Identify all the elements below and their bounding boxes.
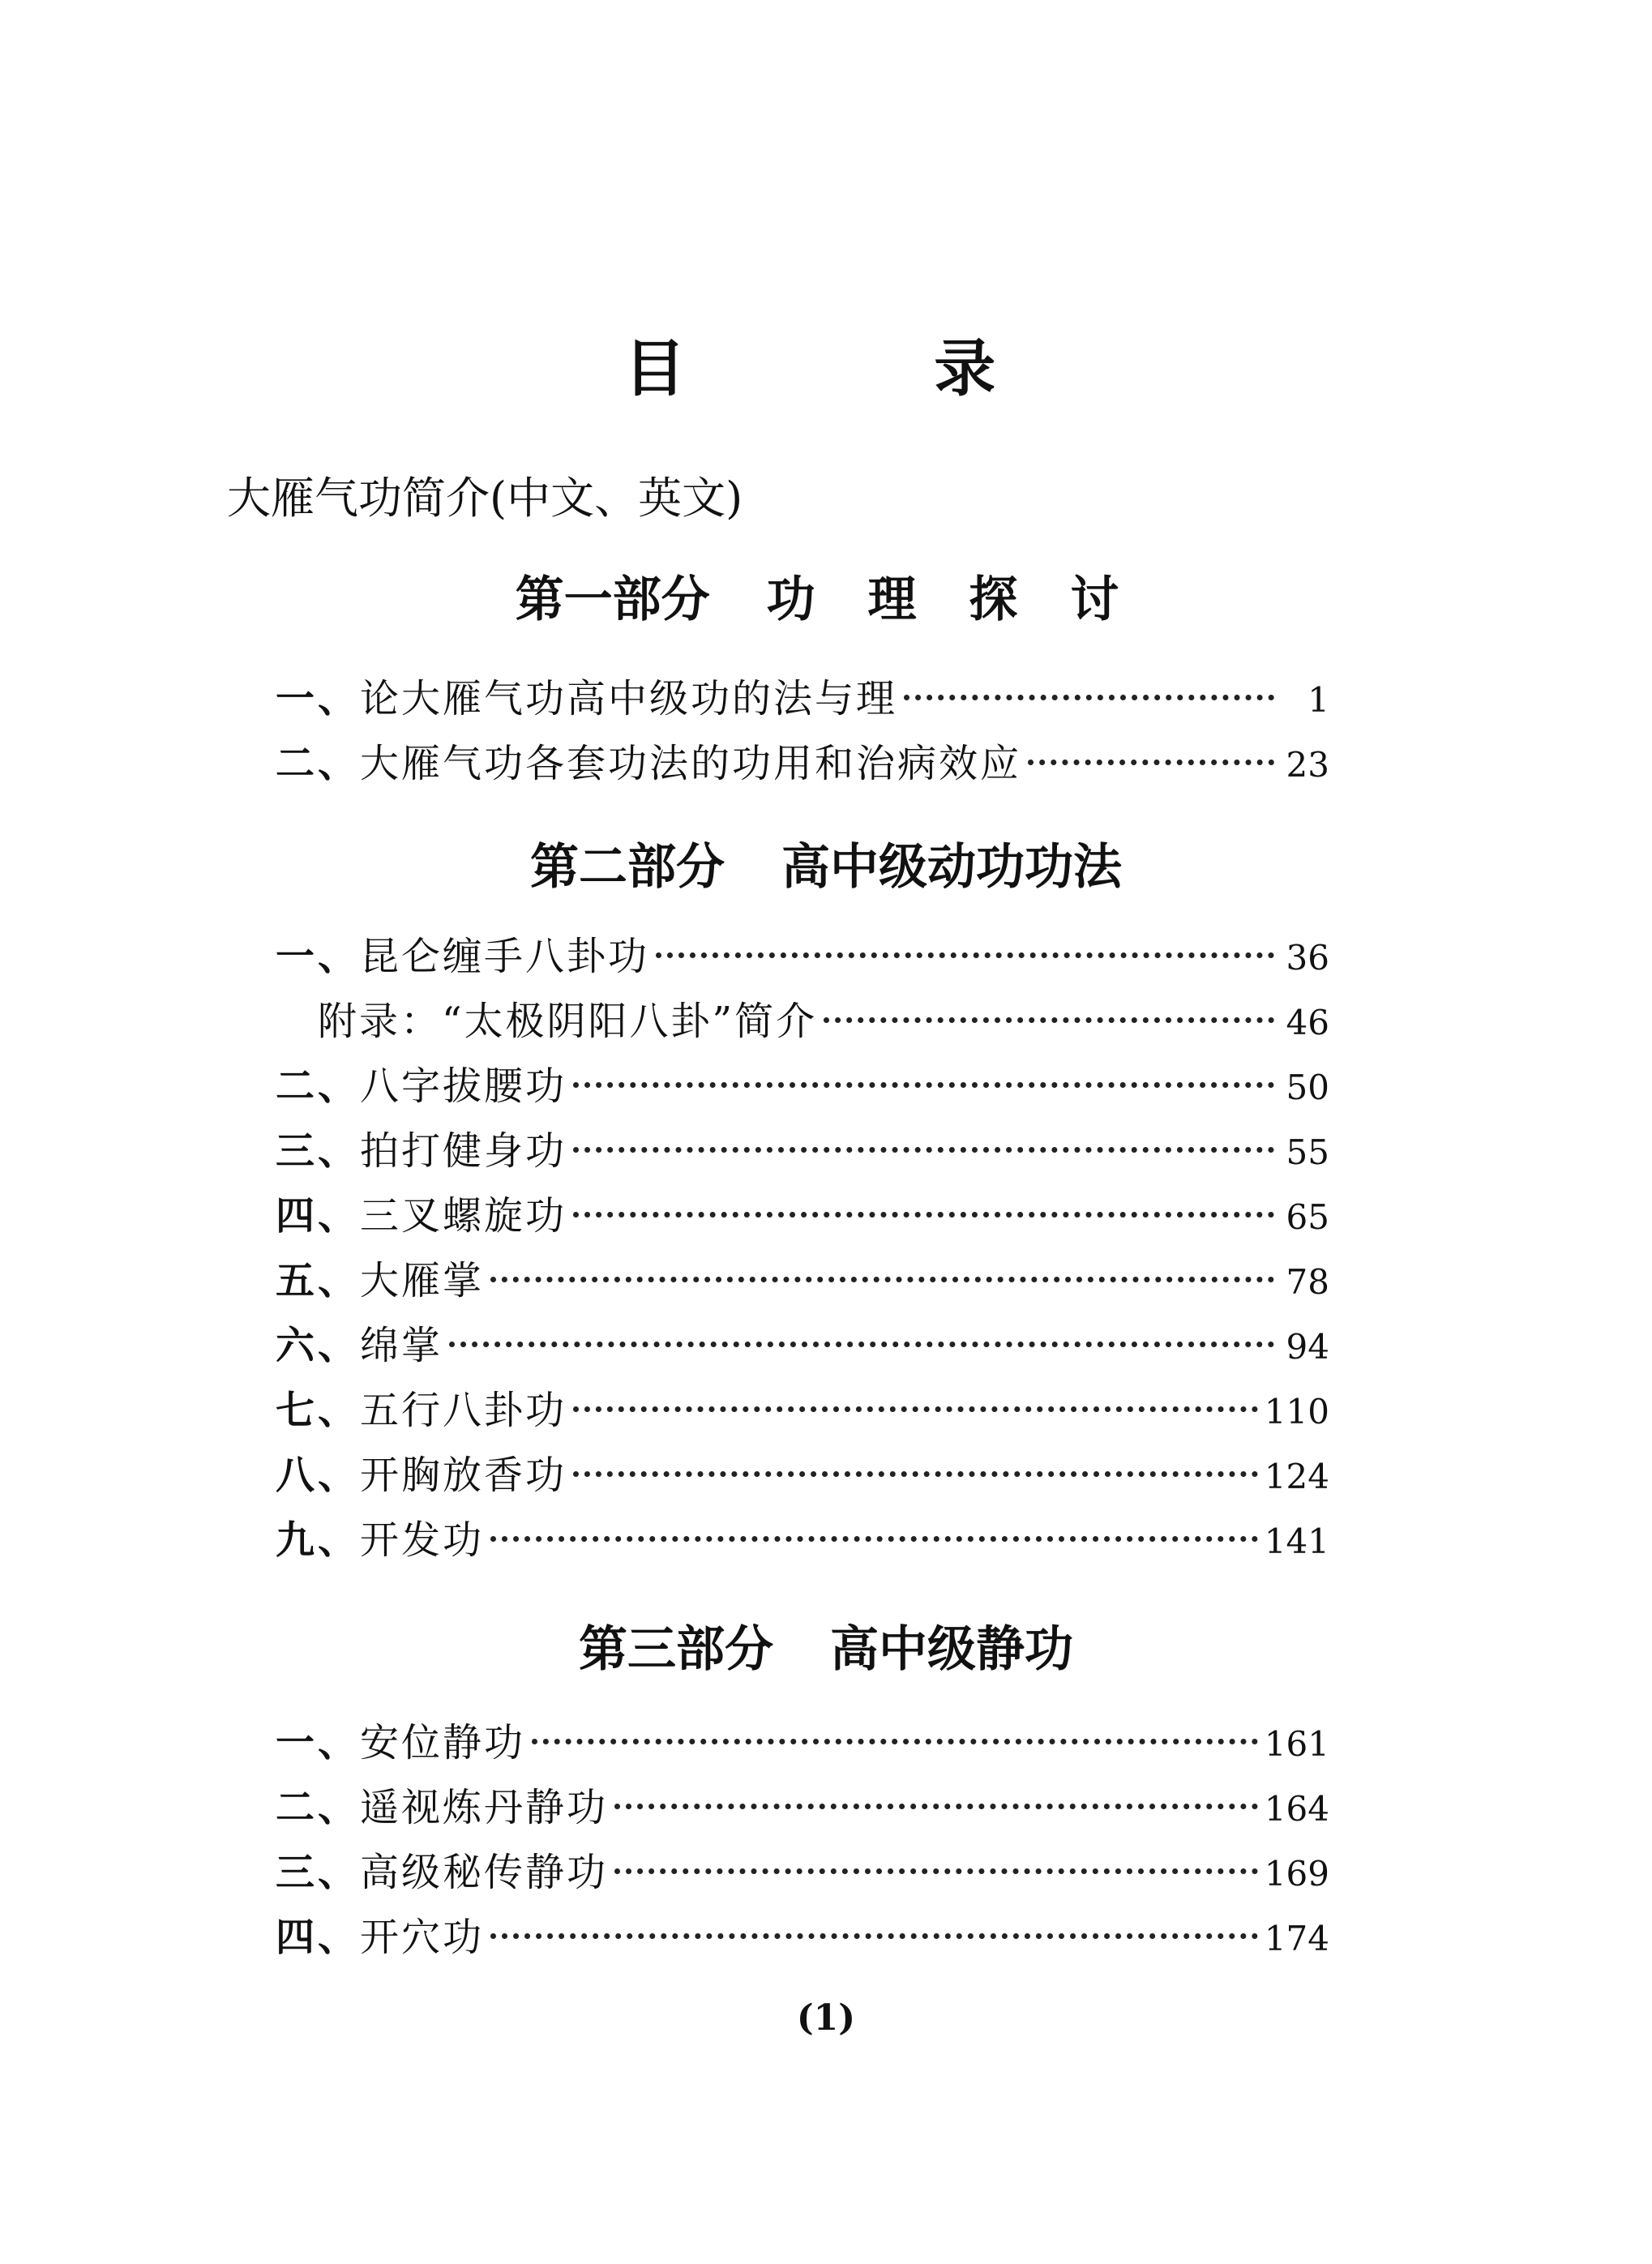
dot-leader: [1028, 760, 1274, 765]
part-title: 高中级动功功法: [781, 839, 1122, 896]
entry-title: 附录：“太极阴阳八卦”简介: [318, 999, 818, 1044]
entry-title: 昆仑缠手八卦功: [360, 934, 650, 979]
part-number: 第二部分: [530, 839, 725, 896]
page-number: (1): [796, 1997, 856, 2039]
entry-title: 开发功: [360, 1517, 485, 1563]
toc-entry[interactable]: [276, 1188, 1329, 1244]
entry-page: 164: [1264, 1789, 1329, 1829]
entry-number: 一、: [276, 1720, 361, 1765]
dot-leader: [656, 952, 1274, 958]
entry-title: 开胸放香功: [360, 1453, 567, 1498]
entry-number: 三、: [276, 1850, 361, 1895]
dot-leader: [904, 695, 1274, 700]
dot-leader: [614, 1804, 1258, 1809]
part-title: 高中级静功: [830, 1621, 1073, 1678]
toc-entry[interactable]: [276, 928, 1329, 985]
entry-page: 65: [1286, 1197, 1329, 1237]
toc-entry[interactable]: [276, 1317, 1329, 1374]
entry-title: 高级秘传静功: [360, 1850, 609, 1895]
entry-number: 一、: [276, 676, 361, 721]
entry-number: 六、: [276, 1323, 361, 1368]
part-1-heading: [0, 567, 1652, 632]
entry-title: 五行八卦功: [360, 1388, 567, 1433]
entry-number: 八、: [276, 1453, 361, 1498]
toc-entry[interactable]: [276, 1447, 1329, 1504]
entry-number: 三、: [276, 1128, 361, 1174]
toc-entry[interactable]: [276, 1909, 1329, 1966]
entry-title: 拍打健身功: [360, 1128, 567, 1174]
part-title: 功 理 探 讨: [766, 571, 1137, 628]
entry-page: 161: [1264, 1724, 1329, 1764]
toc-entry[interactable]: [276, 1123, 1329, 1179]
toc-entry-appendix[interactable]: [318, 993, 1329, 1050]
dot-leader: [532, 1739, 1258, 1744]
entry-title: 大雁气功各套功法的功用和治病效应: [360, 741, 1022, 786]
entry-title: 开穴功: [360, 1915, 485, 1960]
entry-number: 一、: [276, 934, 361, 979]
toc-entry[interactable]: [276, 1512, 1329, 1569]
entry-page: 141: [1264, 1521, 1329, 1561]
entry-page: 55: [1286, 1132, 1329, 1172]
dot-leader: [490, 1933, 1258, 1939]
entry-title: 大雁掌: [360, 1258, 485, 1303]
entry-page: 124: [1264, 1457, 1329, 1496]
toc-entry[interactable]: [276, 1382, 1329, 1439]
dot-leader: [490, 1277, 1274, 1282]
entry-title: 绵掌: [360, 1323, 443, 1368]
entry-title: 三叉螺旋功: [360, 1193, 567, 1239]
entry-page: 46: [1286, 1003, 1329, 1042]
toc-entry[interactable]: [276, 670, 1329, 727]
page-title: 目 录: [623, 332, 1110, 404]
entry-page: 169: [1264, 1854, 1329, 1894]
dot-leader: [490, 1536, 1258, 1542]
part-number: 第三部分: [579, 1621, 773, 1678]
dot-leader: [573, 1212, 1274, 1218]
entry-number: 九、: [276, 1517, 361, 1563]
entry-title: 论大雁气功高中级功的法与理: [360, 676, 898, 721]
dot-leader: [449, 1342, 1274, 1347]
entry-number: 四、: [276, 1915, 361, 1960]
entry-title: 八字拔腰功: [360, 1064, 567, 1109]
entry-page: 23: [1286, 745, 1329, 785]
dot-leader: [573, 1471, 1258, 1477]
entry-page: 94: [1286, 1327, 1329, 1367]
toc-entry[interactable]: [276, 1058, 1329, 1115]
dot-leader: [614, 1868, 1258, 1874]
entry-page: 50: [1286, 1068, 1329, 1107]
dot-leader: [573, 1082, 1274, 1088]
entry-number: 二、: [276, 741, 361, 786]
entry-number: 五、: [276, 1258, 361, 1303]
toc-entry[interactable]: [276, 735, 1329, 792]
entry-page: 174: [1264, 1919, 1329, 1958]
entry-page: 110: [1264, 1392, 1329, 1432]
intro-entry: 大雁气功简介(中文、英文): [227, 473, 743, 524]
entry-number: 七、: [276, 1388, 361, 1433]
part-2-heading: [0, 835, 1652, 900]
entry-title: 遥视炼丹静功: [360, 1785, 609, 1830]
entry-number: 二、: [276, 1785, 361, 1830]
dot-leader: [573, 1406, 1258, 1412]
entry-page: 36: [1286, 938, 1329, 978]
toc-entry[interactable]: [276, 1844, 1329, 1901]
entry-page: 1: [1307, 680, 1329, 720]
part-3-heading: [0, 1617, 1652, 1682]
dot-leader: [573, 1147, 1274, 1153]
entry-title: 安位静功: [360, 1720, 526, 1765]
toc-entry[interactable]: [276, 1714, 1329, 1771]
dot-leader: [824, 1017, 1274, 1023]
entry-number: 二、: [276, 1064, 361, 1109]
entry-number: 四、: [276, 1193, 361, 1239]
part-number: 第一部分: [515, 571, 710, 628]
entry-page: 78: [1286, 1262, 1329, 1302]
toc-entry[interactable]: [276, 1252, 1329, 1309]
toc-entry[interactable]: [276, 1779, 1329, 1836]
